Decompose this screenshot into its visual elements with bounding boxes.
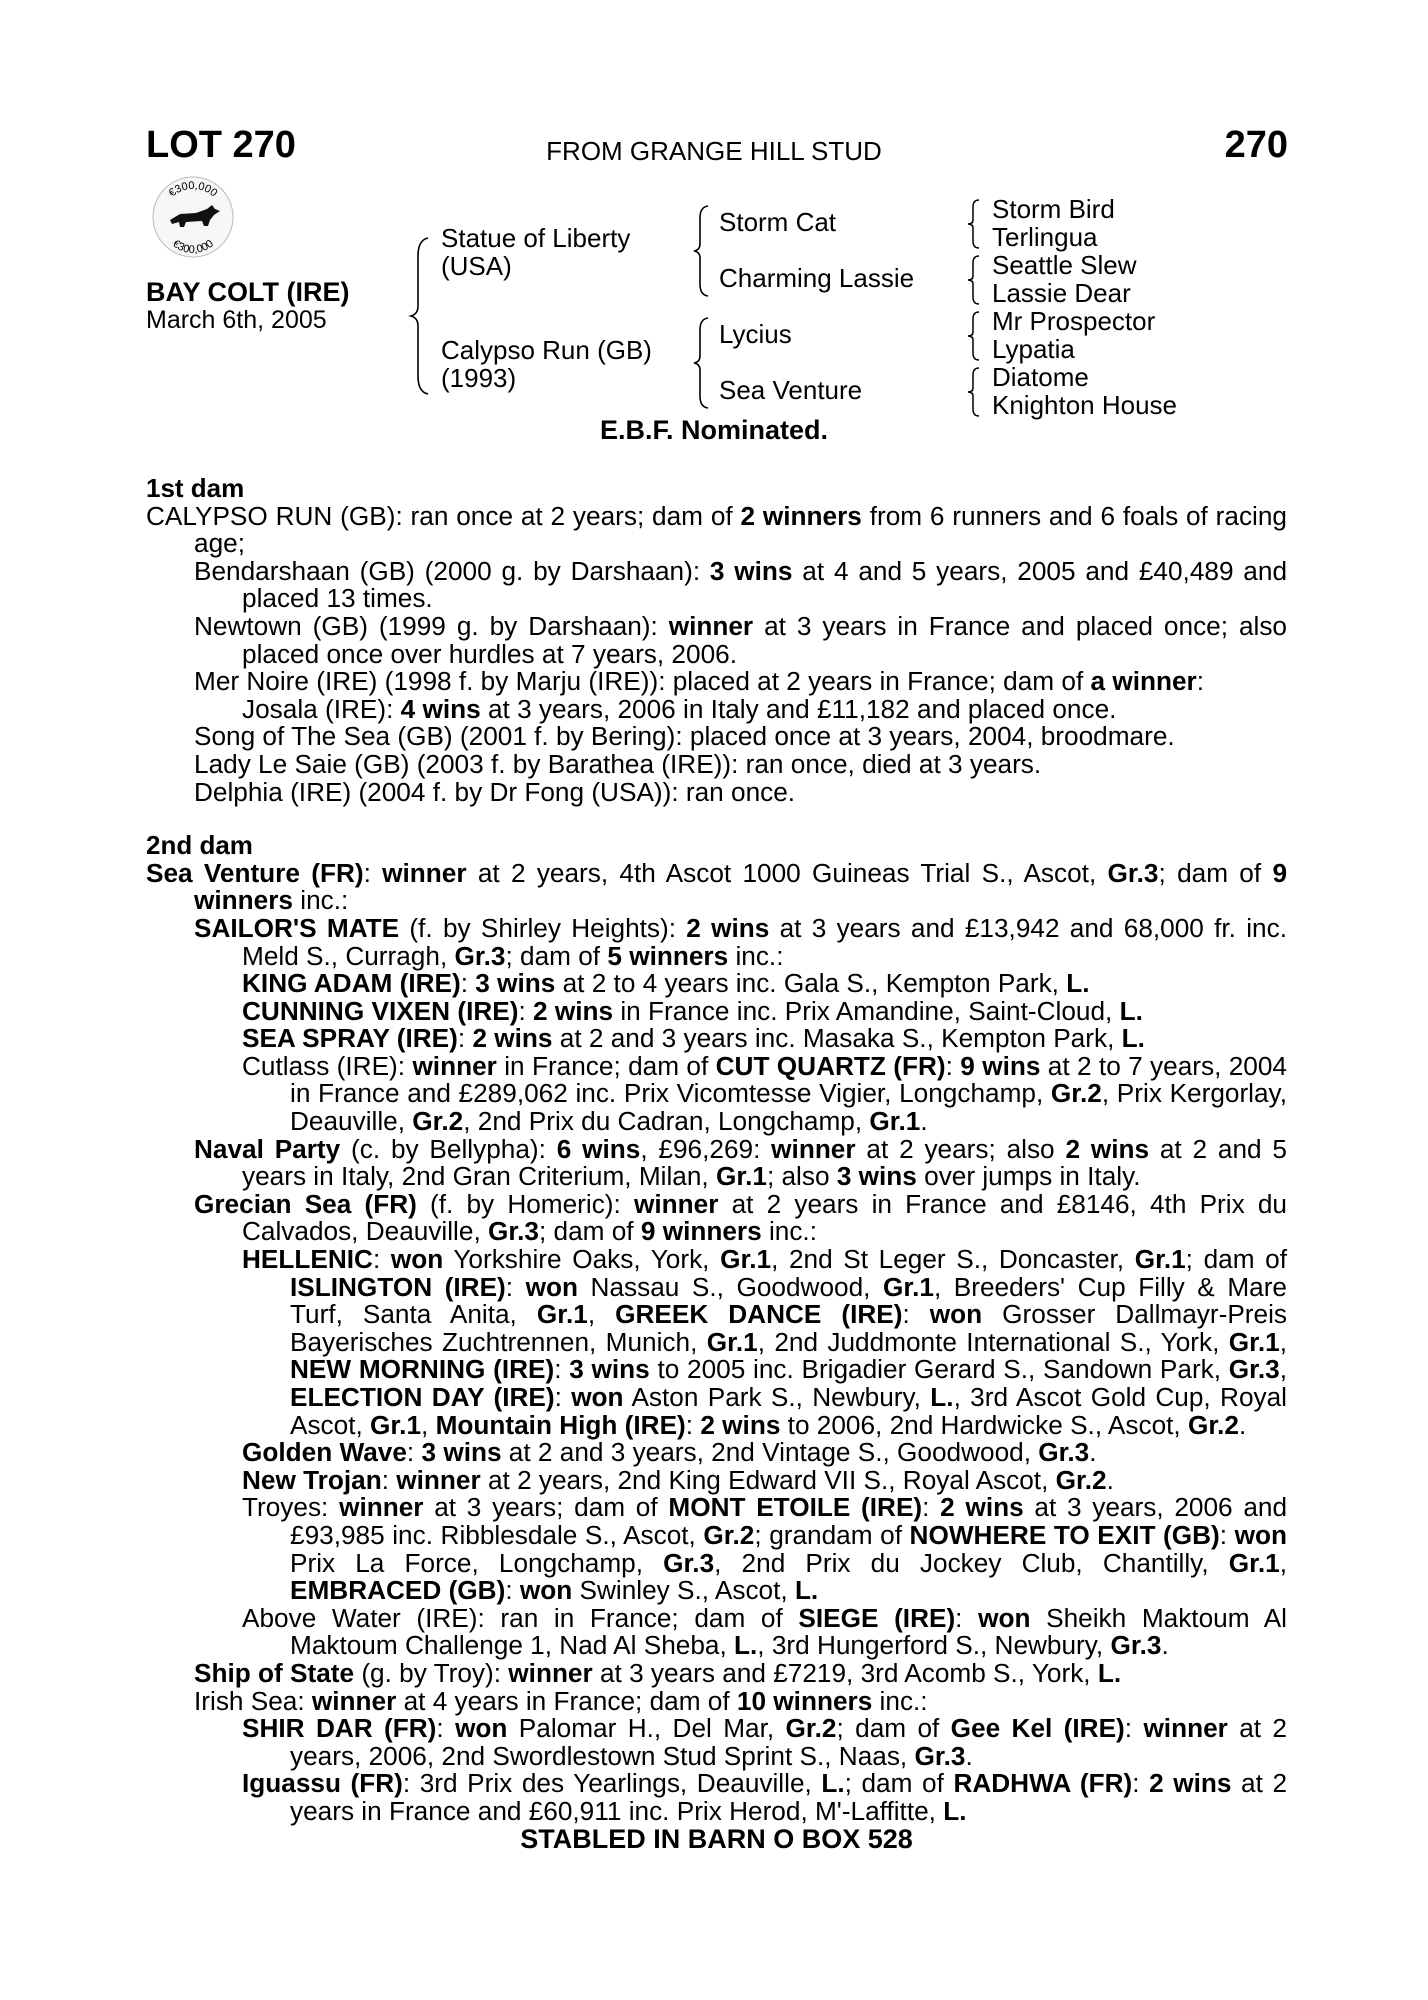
- record-text: at 3 years and £13,942 and 68,000 fr. inc. Meld S., Curragh,: [242, 912, 1287, 971]
- record-text: CALYPSO RUN (GB): ran once at 2 years; dam of: [146, 500, 741, 531]
- record-text: CUNNING VIXEN (IRE): [242, 995, 519, 1026]
- record-text: :: [457, 1023, 473, 1054]
- record-entry: [146, 995, 1287, 1026]
- record-text: at 2 years, 2006, 2nd Swordlestown Stud Sprint S., Naas,: [290, 1713, 1287, 1771]
- record-text: (c. by Bellypha):: [340, 1133, 557, 1164]
- record-text: :: [1196, 666, 1205, 697]
- record-text: inc.:: [292, 885, 349, 916]
- record-text: at 2 years, 2nd King Edward VII S., Royal Ascot,: [480, 1464, 1056, 1495]
- record-text: L.: [1097, 1657, 1122, 1688]
- sire-line-1: Statue of Liberty: [441, 223, 631, 253]
- record-text: at 4 years in France; dam of: [396, 1685, 737, 1716]
- record-text: :: [554, 1354, 570, 1385]
- record-text: 3 wins: [475, 968, 556, 999]
- brace-sire: [692, 204, 712, 298]
- record-text: Swinley S., Ascot,: [572, 1575, 795, 1606]
- record-entry: [146, 1188, 1287, 1247]
- record-text: Gr.2: [412, 1106, 464, 1137]
- record-text: L.: [930, 1382, 954, 1412]
- record-text: Josala (IRE):: [242, 693, 401, 724]
- record-text: Aston Park S., Newbury,: [623, 1382, 931, 1412]
- record-text: 2 wins: [1149, 1768, 1232, 1799]
- record-text: Delphia (IRE) (2004 f. by Dr Fong (USA)): ran once.: [194, 776, 796, 807]
- record-text: ELECTION DAY (IRE): [290, 1382, 555, 1412]
- record-text: Iguassu (FR): [242, 1768, 403, 1799]
- stabling-note: STABLED IN BARN O BOX 528: [520, 1823, 913, 1854]
- section-heading: 1st dam: [146, 473, 245, 503]
- sire-dam: Charming Lassie: [719, 263, 915, 293]
- record-entry: [146, 1657, 1287, 1688]
- record-text: 10 winners: [736, 1685, 873, 1716]
- record-text: L.: [1066, 968, 1090, 999]
- record-text: Gr.1: [536, 1299, 588, 1330]
- ped-knighton-house: Knighton House: [992, 390, 1178, 420]
- record-text: KING ADAM (IRE): [242, 968, 461, 999]
- record-text: , 3rd Hungerford S., Newbury,: [757, 1630, 1111, 1661]
- record-text: :: [436, 1713, 456, 1744]
- record-text: Gr.1: [1228, 1547, 1280, 1578]
- record-text: in France inc. Prix Amandine, Saint-Cloud,: [613, 995, 1120, 1026]
- record-text: 2 wins: [1065, 1133, 1150, 1164]
- record-entry: [146, 1464, 1287, 1495]
- record-text: won: [929, 1299, 983, 1330]
- ped-seattle-slew: Seattle Slew: [992, 250, 1137, 280]
- record-text: , 2nd Prix du Cadran, Longchamp,: [463, 1106, 870, 1137]
- record-text: at 3 years, 2006 and £93,985 inc. Ribblesdale S., Ascot,: [290, 1492, 1288, 1550]
- record-entry: [146, 1133, 1287, 1192]
- record-text: at 3 years in France and placed once; also placed once over hurdles at 7 years, 2006.: [242, 610, 1287, 669]
- record-text: New Trojan: [242, 1464, 382, 1495]
- record-text: :: [1132, 1768, 1150, 1799]
- record-text: over jumps in Italy.: [916, 1161, 1141, 1192]
- record-text: L.: [1121, 1023, 1145, 1054]
- record-text: :: [363, 857, 383, 888]
- record-text: Sheikh Maktoum Al Maktoum Challenge 1, Nad Al Sheba,: [290, 1602, 1287, 1661]
- record-text: ; dam of: [538, 1216, 641, 1247]
- brace-ss: [966, 198, 982, 250]
- record-text: at 3 years; dam of: [423, 1492, 669, 1523]
- badge-top-text: €300,000: [166, 179, 220, 200]
- dam-line-1: Calypso Run (GB): [441, 335, 652, 365]
- record-text: Gr.1: [720, 1244, 772, 1275]
- record-text: won: [390, 1244, 444, 1275]
- record-text: ISLINGTON (IRE): [290, 1271, 506, 1302]
- record-text: NEW MORNING (IRE): [290, 1354, 555, 1385]
- record-text: :: [1219, 1519, 1235, 1550]
- record-text: Gr.3: [663, 1547, 715, 1578]
- record-text: , Breeders' Cup Filly & Mare Turf, Santa Anita,: [290, 1271, 1287, 1330]
- record-entry: [146, 1246, 1287, 1439]
- record-text: , 3rd Ascot Gold Cup, Royal Ascot,: [290, 1382, 1287, 1440]
- record-text: , Prix Kergorlay, Deauville,: [290, 1078, 1287, 1137]
- record-text: (f. by Homeric):: [416, 1188, 634, 1219]
- record-text: in France; dam of: [496, 1050, 716, 1081]
- fox-icon: [152, 176, 234, 258]
- record-text: :: [902, 1299, 930, 1330]
- record-text: Lady Le Saie (GB) (2003 f. by Barathea (IRE)): ran once, died at 3 years.: [194, 748, 1042, 779]
- record-text: Cutlass (IRE):: [242, 1050, 413, 1081]
- record-text: L.: [794, 1575, 819, 1606]
- record-entry: [146, 748, 1287, 779]
- ped-mr-prospector: Mr Prospector: [992, 306, 1156, 336]
- record-text: Above Water (IRE): ran in France; dam of: [242, 1602, 799, 1633]
- record-text: MONT ETOILE (IRE): [668, 1492, 923, 1523]
- record-text: inc.:: [761, 1216, 817, 1247]
- record-text: 4 wins: [400, 693, 481, 724]
- record-text: Irish Sea:: [194, 1685, 312, 1716]
- record-text: at 2 to 4 years inc. Gala S., Kempton Park,: [555, 968, 1067, 999]
- record-text: at 2 years, 4th Ascot 1000 Guineas Trial S., Ascot,: [466, 857, 1108, 888]
- record-text: Gr.2: [703, 1519, 755, 1550]
- record-text: won: [1234, 1519, 1288, 1550]
- record-text: .: [965, 1740, 973, 1771]
- record-text: CUT QUARTZ (FR): [715, 1050, 946, 1081]
- brace-gen1: [408, 236, 432, 396]
- record-entry: [146, 1439, 1287, 1467]
- record-entry: [146, 970, 1287, 998]
- record-text: L.: [821, 1768, 845, 1799]
- sire-sire: Storm Cat: [719, 207, 837, 237]
- record-text: ,: [1279, 1354, 1288, 1385]
- record-text: .: [1238, 1409, 1247, 1440]
- record-text: 3 wins: [421, 1437, 502, 1468]
- dam-sire: Lycius: [719, 319, 792, 349]
- record-text: Gr.1: [882, 1271, 934, 1302]
- ebf-nomination: E.B.F. Nominated.: [599, 415, 829, 445]
- record-entry: [146, 1494, 1287, 1604]
- record-text: won: [519, 1575, 573, 1606]
- record-text: Yorkshire Oaks, York,: [443, 1244, 721, 1275]
- record-text: :: [554, 1382, 572, 1412]
- record-text: 3 wins: [836, 1161, 917, 1192]
- record-entry: [146, 1602, 1287, 1661]
- record-text: 2 wins: [533, 995, 614, 1026]
- record-text: , 2nd Prix du Jockey Club, Chantilly,: [714, 1547, 1229, 1578]
- brace-dd: [966, 366, 982, 418]
- record-text: :: [685, 1409, 701, 1440]
- section-heading: 2nd dam: [146, 830, 253, 861]
- record-text: :: [460, 968, 476, 999]
- record-text: a winner: [1090, 666, 1197, 697]
- record-text: Bendarshaan (GB) (2000 g. by Darshaan):: [194, 555, 710, 586]
- record-text: Grosser Dallmayr-Preis Bayerisches Zuchtrennen, Munich,: [290, 1299, 1287, 1357]
- record-text: winner: [311, 1685, 397, 1716]
- record-text: SIEGE (IRE): [798, 1602, 956, 1633]
- record-entry: [146, 693, 1287, 724]
- record-text: Gr.3: [914, 1740, 966, 1771]
- record-text: :: [505, 1271, 526, 1302]
- record-text: 2 wins: [472, 1023, 553, 1054]
- record-text: Nassau S., Goodwood,: [577, 1271, 883, 1302]
- record-text: from 6 runners and 6 foals of racing age;: [194, 500, 1287, 559]
- record-text: won: [571, 1382, 624, 1412]
- record-text: inc.:: [872, 1685, 928, 1716]
- record-text: GREEK DANCE (IRE): [615, 1299, 903, 1330]
- record-text: SAILOR'S MATE: [194, 912, 400, 943]
- record-text: Gr.1: [715, 1161, 767, 1192]
- record-text: winner: [668, 610, 754, 641]
- record-text: won: [978, 1602, 1031, 1633]
- record-text: 2 wins: [686, 912, 770, 943]
- record-text: Gr.2: [1055, 1464, 1107, 1495]
- record-text: :: [381, 1464, 397, 1495]
- record-text: Gr.3: [488, 1216, 539, 1247]
- record-text: 6 wins: [556, 1133, 641, 1164]
- record-text: ; dam of: [836, 1713, 951, 1744]
- record-text: EMBRACED (GB): [290, 1575, 506, 1606]
- record-text: 2 wins: [940, 1492, 1024, 1523]
- record-text: 2 wins: [700, 1409, 781, 1440]
- record-text: :: [518, 995, 534, 1026]
- record-entry: [146, 1685, 1287, 1716]
- foaling-date: March 6th, 2005: [146, 306, 327, 334]
- record-entry: [146, 1050, 1287, 1137]
- produce-record: [146, 475, 1287, 1853]
- record-text: (f. by Shirley Heights):: [399, 912, 687, 943]
- ped-lypatia: Lypatia: [992, 334, 1075, 364]
- record-text: Mer Noire (IRE) (1998 f. by Marju (IRE)): placed at 2 years in France; dam of: [194, 666, 1091, 697]
- record-entry: [146, 1715, 1287, 1770]
- record-text: at 2 to 7 years, 2004 in France and £289,062 inc. Prix Vicomtesse Vigier, Longchamp,: [290, 1050, 1287, 1109]
- record-text: won: [455, 1713, 508, 1744]
- record-text: winner: [508, 1657, 593, 1688]
- record-text: at 2 and 5 years in Italy, 2nd Gran Criterium, Milan,: [242, 1133, 1287, 1192]
- record-text: L.: [943, 1795, 967, 1826]
- record-text: Sea Venture (FR): [146, 857, 364, 888]
- record-text: Gr.3: [1110, 1630, 1162, 1661]
- record-text: .: [1161, 1630, 1169, 1661]
- record-entry: [146, 500, 1287, 559]
- record-text: at 3 years and £7219, 3rd Acomb S., York,: [592, 1657, 1098, 1688]
- record-text: , £96,269:: [640, 1133, 772, 1164]
- record-text: at 2 and 3 years inc. Masaka S., Kempton Park,: [552, 1023, 1122, 1054]
- record-entry: [146, 912, 1287, 971]
- record-text: Prix La Force, Longchamp,: [290, 1547, 664, 1578]
- record-text: , 2nd Juddmonte International S., York,: [757, 1326, 1229, 1357]
- record-text: 5 winners: [607, 940, 729, 971]
- record-text: .: [1106, 1464, 1114, 1495]
- record-text: :: [1124, 1713, 1144, 1744]
- ped-storm-bird: Storm Bird: [992, 194, 1115, 224]
- record-text: Gr.1: [370, 1409, 422, 1440]
- record-text: 3 wins: [709, 555, 793, 586]
- record-text: winner: [634, 1188, 719, 1219]
- record-text: :: [505, 1575, 520, 1606]
- record-text: ; grandam of: [754, 1519, 910, 1550]
- record-text: at 2 years in France and £8146, 4th Prix du Calvados, Deauville,: [242, 1188, 1287, 1247]
- record-text: Palomar H., Del Mar,: [507, 1713, 786, 1744]
- record-entry: [146, 610, 1287, 669]
- record-text: winner: [382, 857, 467, 888]
- record-text: Naval Party: [194, 1133, 341, 1164]
- record-text: Gr.1: [1228, 1326, 1280, 1357]
- record-text: Gr.1: [869, 1106, 921, 1137]
- record-text: ; dam of: [844, 1768, 954, 1799]
- record-text: :: [922, 1492, 941, 1523]
- lot-label: LOT 270: [146, 124, 296, 166]
- record-text: Gr.1: [1134, 1244, 1186, 1275]
- badge-bottom-text: €300,000: [170, 237, 216, 257]
- record-text: SHIR DAR (FR): [242, 1713, 437, 1744]
- dam-dam: Sea Venture: [719, 375, 863, 405]
- lot-number: 270: [1224, 124, 1288, 166]
- record-text: winner: [412, 1050, 497, 1081]
- record-text: 9 winners: [194, 857, 1288, 916]
- record-text: :: [945, 1050, 961, 1081]
- record-text: won: [525, 1271, 578, 1302]
- record-text: ; dam of: [505, 940, 608, 971]
- record-text: Gr.3: [1228, 1354, 1280, 1385]
- sire-name: [441, 224, 630, 280]
- record-text: winner: [339, 1492, 424, 1523]
- record-text: 9 winners: [640, 1216, 762, 1247]
- record-entry: [146, 857, 1288, 916]
- record-text: 9 wins: [960, 1050, 1041, 1081]
- record-text: HELLENIC: [242, 1244, 373, 1275]
- record-text: Golden Wave: [242, 1437, 407, 1468]
- record-text: Gr.2: [1187, 1409, 1239, 1440]
- record-entry: [146, 555, 1288, 614]
- ped-diatome: Diatome: [992, 362, 1089, 392]
- record-text: ,: [1279, 1547, 1287, 1578]
- record-text: ,: [1279, 1326, 1287, 1357]
- record-text: ; dam of: [1185, 1244, 1287, 1275]
- record-text: : 3rd Prix des Yearlings, Deauville,: [402, 1768, 822, 1799]
- record-text: RADHWA (FR): [953, 1768, 1133, 1799]
- record-text: Newtown (GB) (1999 g. by Darshaan):: [194, 610, 669, 641]
- record-text: :: [372, 1244, 391, 1275]
- record-text: Grecian Sea (FR): [194, 1188, 417, 1219]
- record-entry: [146, 776, 1287, 807]
- record-text: .: [920, 1106, 928, 1137]
- record-text: at 3 years, 2006 in Italy and £11,182 and placed once.: [480, 693, 1117, 724]
- horse-name: BAY COLT (IRE): [146, 277, 350, 307]
- record-text: Mountain High (IRE): [435, 1409, 686, 1440]
- dam-name: [441, 336, 652, 392]
- record-entry: [146, 1025, 1287, 1053]
- brace-dam: [692, 316, 712, 410]
- record-text: Gr.3: [1107, 857, 1159, 888]
- record-text: ,: [587, 1299, 616, 1330]
- record-entry: [146, 723, 1287, 751]
- record-text: Gr.2: [785, 1713, 837, 1744]
- record-text: winner: [771, 1133, 856, 1164]
- brace-sd: [966, 254, 982, 306]
- record-text: SEA SPRAY (IRE): [242, 1023, 458, 1054]
- record-text: Gee Kel (IRE): [950, 1713, 1125, 1744]
- ped-lassie-dear: Lassie Dear: [992, 278, 1131, 308]
- record-text: Gr.1: [706, 1326, 758, 1357]
- record-text: Song of The Sea (GB) (2001 f. by Bering): placed once at 3 years, 2004, broodmare.: [194, 721, 1175, 752]
- sire-line-2: (USA): [441, 251, 512, 281]
- record-text: 2 winners: [740, 500, 862, 531]
- record-text: ,: [421, 1409, 436, 1440]
- ped-terlingua: Terlingua: [992, 222, 1098, 252]
- record-text: winner: [396, 1464, 481, 1495]
- record-text: Gr.3: [1038, 1437, 1090, 1468]
- record-entry: [146, 1770, 1287, 1825]
- record-text: winner: [1143, 1713, 1228, 1744]
- record-text: at 2 and 3 years, 2nd Vintage S., Goodwood,: [501, 1437, 1039, 1468]
- record-text: L.: [734, 1630, 758, 1661]
- record-text: :: [955, 1602, 979, 1633]
- record-text: ; also: [766, 1161, 837, 1192]
- record-text: at 2 years in France and £60,911 inc. Prix Herod, M'-Laffitte,: [290, 1768, 1288, 1826]
- record-text: inc.:: [728, 940, 784, 971]
- record-text: L.: [1119, 995, 1143, 1026]
- record-text: at 2 years; also: [855, 1133, 1066, 1164]
- record-text: ; dam of: [1158, 857, 1273, 888]
- record-text: at 4 and 5 years, 2005 and £40,489 and placed 13 times.: [242, 555, 1288, 614]
- record-text: Gr.3: [454, 940, 506, 971]
- section-gap: [146, 806, 1287, 832]
- record-text: (g. by Troy):: [354, 1657, 509, 1688]
- record-text: Gr.2: [1050, 1078, 1102, 1109]
- record-text: , 2nd St Leger S., Doncaster,: [771, 1244, 1135, 1275]
- record-text: .: [1089, 1437, 1097, 1468]
- record-text: :: [406, 1437, 422, 1468]
- record-text: Ship of State: [194, 1657, 355, 1688]
- vendor-line: FROM GRANGE HILL STUD: [546, 136, 882, 166]
- record-text: NOWHERE TO EXIT (GB): [909, 1519, 1220, 1550]
- record-text: to 2006, 2nd Hardwicke S., Ascot,: [780, 1409, 1188, 1440]
- record-entry: [146, 668, 1287, 696]
- record-text: to 2005 inc. Brigadier Gerard S., Sandown Park,: [649, 1354, 1229, 1385]
- record-text: Troyes:: [242, 1492, 340, 1523]
- brace-ds: [966, 310, 982, 362]
- record-text: 3 wins: [569, 1354, 650, 1385]
- dam-line-2: (1993): [441, 363, 517, 393]
